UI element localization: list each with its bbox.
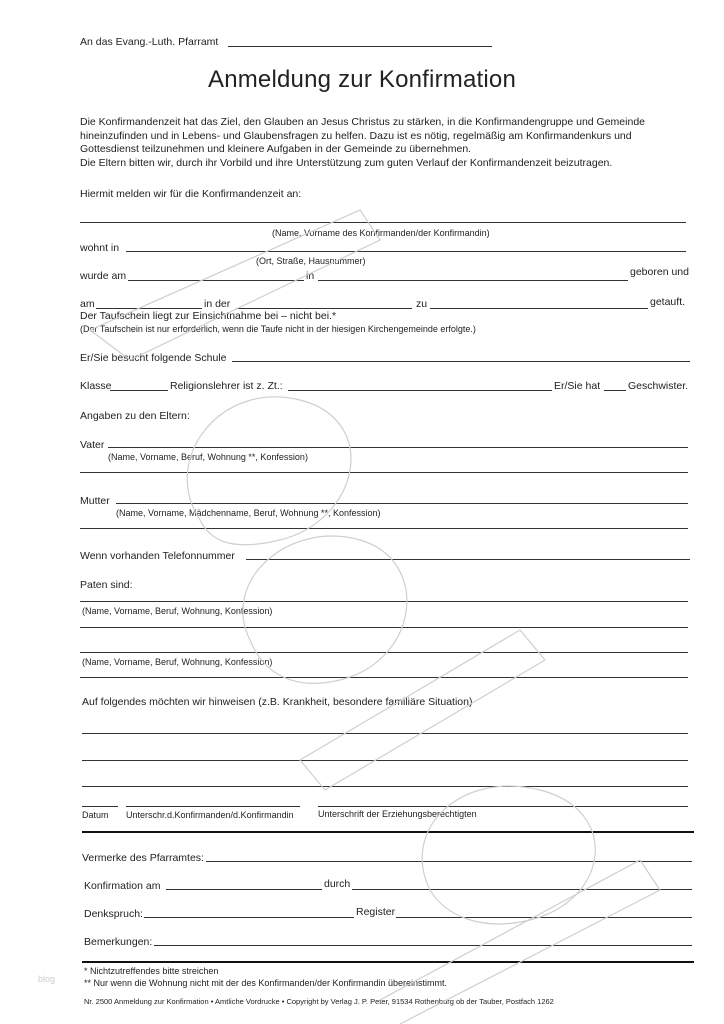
siblings-suffix: Geschwister. — [628, 380, 689, 392]
recipient-label: An das Evang.-Luth. Pfarramt — [80, 36, 219, 48]
baptism-church-line[interactable] — [236, 308, 412, 309]
school-label: Er/Sie besucht folgende Schule — [80, 352, 227, 364]
intro-paragraph-1: Die Konfirmandenzeit hat das Ziel, den Glauben an Jesus Christus zu stärken, in die Konfirmandengruppe und Gemeinde hineinzufinden und in Lebens- und Glaubensfragen zu helfen. Dazu ist es nötig, regelmäßig am Konfirmandenkurs und Gottesdienst teilzunehmen und kleinere Aufgaben in der Gemeinde zu übernehmen. — [80, 116, 645, 155]
imprint: Nr. 2500 Anmeldung zur Konfirmation • Amtliche Vordrucke • Copyright by Verlag J. P. Peter, 91534 Rothenburg ob der Tauber, Postfach 1262 — [84, 997, 554, 1006]
certificate-text: Der Taufschein liegt zur Einsichtnahme bei – nicht bei.* — [80, 310, 337, 322]
date-label: Datum — [82, 810, 109, 820]
guardian-signature-line[interactable] — [318, 806, 688, 807]
phone-label: Wenn vorhanden Telefonnummer — [80, 550, 235, 562]
teacher-line[interactable] — [288, 390, 552, 391]
office-notes-line[interactable] — [206, 861, 692, 862]
footnote-1: * Nichtzutreffendes bitte streichen — [84, 966, 219, 976]
siblings-label: Er/Sie hat — [554, 380, 601, 392]
baptism-place-line[interactable] — [430, 308, 648, 309]
confirmation-date-line[interactable] — [166, 889, 322, 890]
footnote-2: ** Nur wenn die Wohnung nicht mit der des Konfirmanden/der Konfirmandin übereinstimmt. — [84, 978, 448, 988]
teacher-label: Religionslehrer ist z. Zt.: — [170, 380, 283, 392]
watermark-stroke-4 — [300, 630, 545, 790]
recipient-line[interactable] — [228, 46, 492, 47]
mother-label: Mutter — [80, 495, 110, 507]
register-label: Register — [356, 906, 396, 918]
baptism-date-line[interactable] — [96, 308, 202, 309]
mother-line[interactable] — [116, 503, 688, 504]
confirmand-name-hint: (Name, Vorname des Konfirmanden/der Konfirmandin) — [272, 228, 490, 238]
office-heading: Vermerke des Pfarramtes: — [82, 852, 204, 864]
father-hint: (Name, Vorname, Beruf, Wohnung **, Konfession) — [108, 452, 308, 462]
godparent-2-line-2[interactable] — [80, 677, 688, 678]
intro-text — [80, 116, 680, 170]
confirmand-signature-line[interactable] — [126, 806, 300, 807]
motto-label: Denkspruch: — [84, 908, 143, 920]
address-hint: (Ort, Straße, Hausnummer) — [256, 256, 366, 266]
birth-place-line[interactable] — [318, 280, 628, 281]
pastor-line[interactable] — [352, 889, 692, 890]
notes-line-2[interactable] — [82, 760, 688, 761]
godparent-1-line[interactable] — [80, 601, 688, 602]
born-on-label: wurde am — [80, 270, 127, 282]
class-label: Klasse — [80, 380, 112, 392]
baptized-to-label: zu — [416, 298, 428, 310]
father-label: Vater — [80, 439, 105, 451]
address-line[interactable] — [126, 251, 686, 252]
phone-line[interactable] — [246, 559, 690, 560]
confirmand-signature-label: Unterschr.d.Konfirmanden/d.Konfirmandin — [126, 810, 294, 820]
mother-line-2[interactable] — [80, 528, 688, 529]
birth-date-line[interactable] — [128, 280, 304, 281]
register-line[interactable] — [396, 917, 692, 918]
motto-line[interactable] — [144, 917, 354, 918]
school-line[interactable] — [232, 361, 690, 362]
born-in-label: in — [306, 270, 315, 282]
intro-paragraph-2: Die Eltern bitten wir, durch ihr Vorbild und ihre Unterstützung zum guten Verlauf der Konfirmandenzeit beizutragen. — [80, 156, 613, 169]
guardian-signature-label: Unterschrift der Erziehungsberechtigten — [318, 809, 477, 819]
watermark-stroke-2 — [187, 397, 351, 545]
remarks-label: Bemerkungen: — [84, 936, 153, 948]
father-line[interactable] — [108, 447, 688, 448]
born-suffix: geboren und — [630, 266, 689, 278]
notes-heading: Auf folgendes möchten wir hinweisen (z.B. Krankheit, besondere familiäre Situation) — [82, 696, 473, 708]
by-label: durch — [324, 878, 351, 890]
baptized-suffix: getauft. — [650, 296, 686, 308]
lives-in-label: wohnt in — [80, 242, 120, 254]
watermark-text: blog — [38, 974, 56, 984]
godparent-1-hint: (Name, Vorname, Beruf, Wohnung, Konfession) — [82, 606, 273, 616]
godparent-2-line[interactable] — [80, 652, 688, 653]
certificate-note: (Der Taufschein ist nur erforderlich, wenn die Taufe nicht in der hiesigen Kirchengemeinde erfolgte.) — [80, 324, 476, 334]
footer-divider — [82, 961, 694, 963]
class-line[interactable] — [110, 390, 168, 391]
godparents-heading: Paten sind: — [80, 579, 133, 591]
confirmation-date-label: Konfirmation am — [84, 880, 161, 892]
remarks-line[interactable] — [154, 945, 692, 946]
page-title: Anmeldung zur Konfirmation — [207, 66, 517, 93]
siblings-count-line[interactable] — [604, 390, 626, 391]
date-line[interactable] — [82, 806, 118, 807]
confirmand-name-line[interactable] — [80, 222, 686, 223]
godparent-2-hint: (Name, Vorname, Beruf, Wohnung, Konfession) — [82, 657, 273, 667]
section-divider — [82, 831, 694, 833]
registration-intro: Hiermit melden wir für die Konfirmandenzeit an: — [80, 188, 302, 200]
father-line-2[interactable] — [80, 472, 688, 473]
notes-line-1[interactable] — [82, 733, 688, 734]
baptized-in-label: in der — [204, 298, 231, 310]
godparent-1-line-2[interactable] — [80, 627, 688, 628]
parents-heading: Angaben zu den Eltern: — [80, 410, 190, 422]
baptized-on-label: am — [80, 298, 95, 310]
mother-hint: (Name, Vorname, Mädchenname, Beruf, Wohnung **, Konfession) — [116, 508, 381, 518]
notes-line-3[interactable] — [82, 786, 688, 787]
